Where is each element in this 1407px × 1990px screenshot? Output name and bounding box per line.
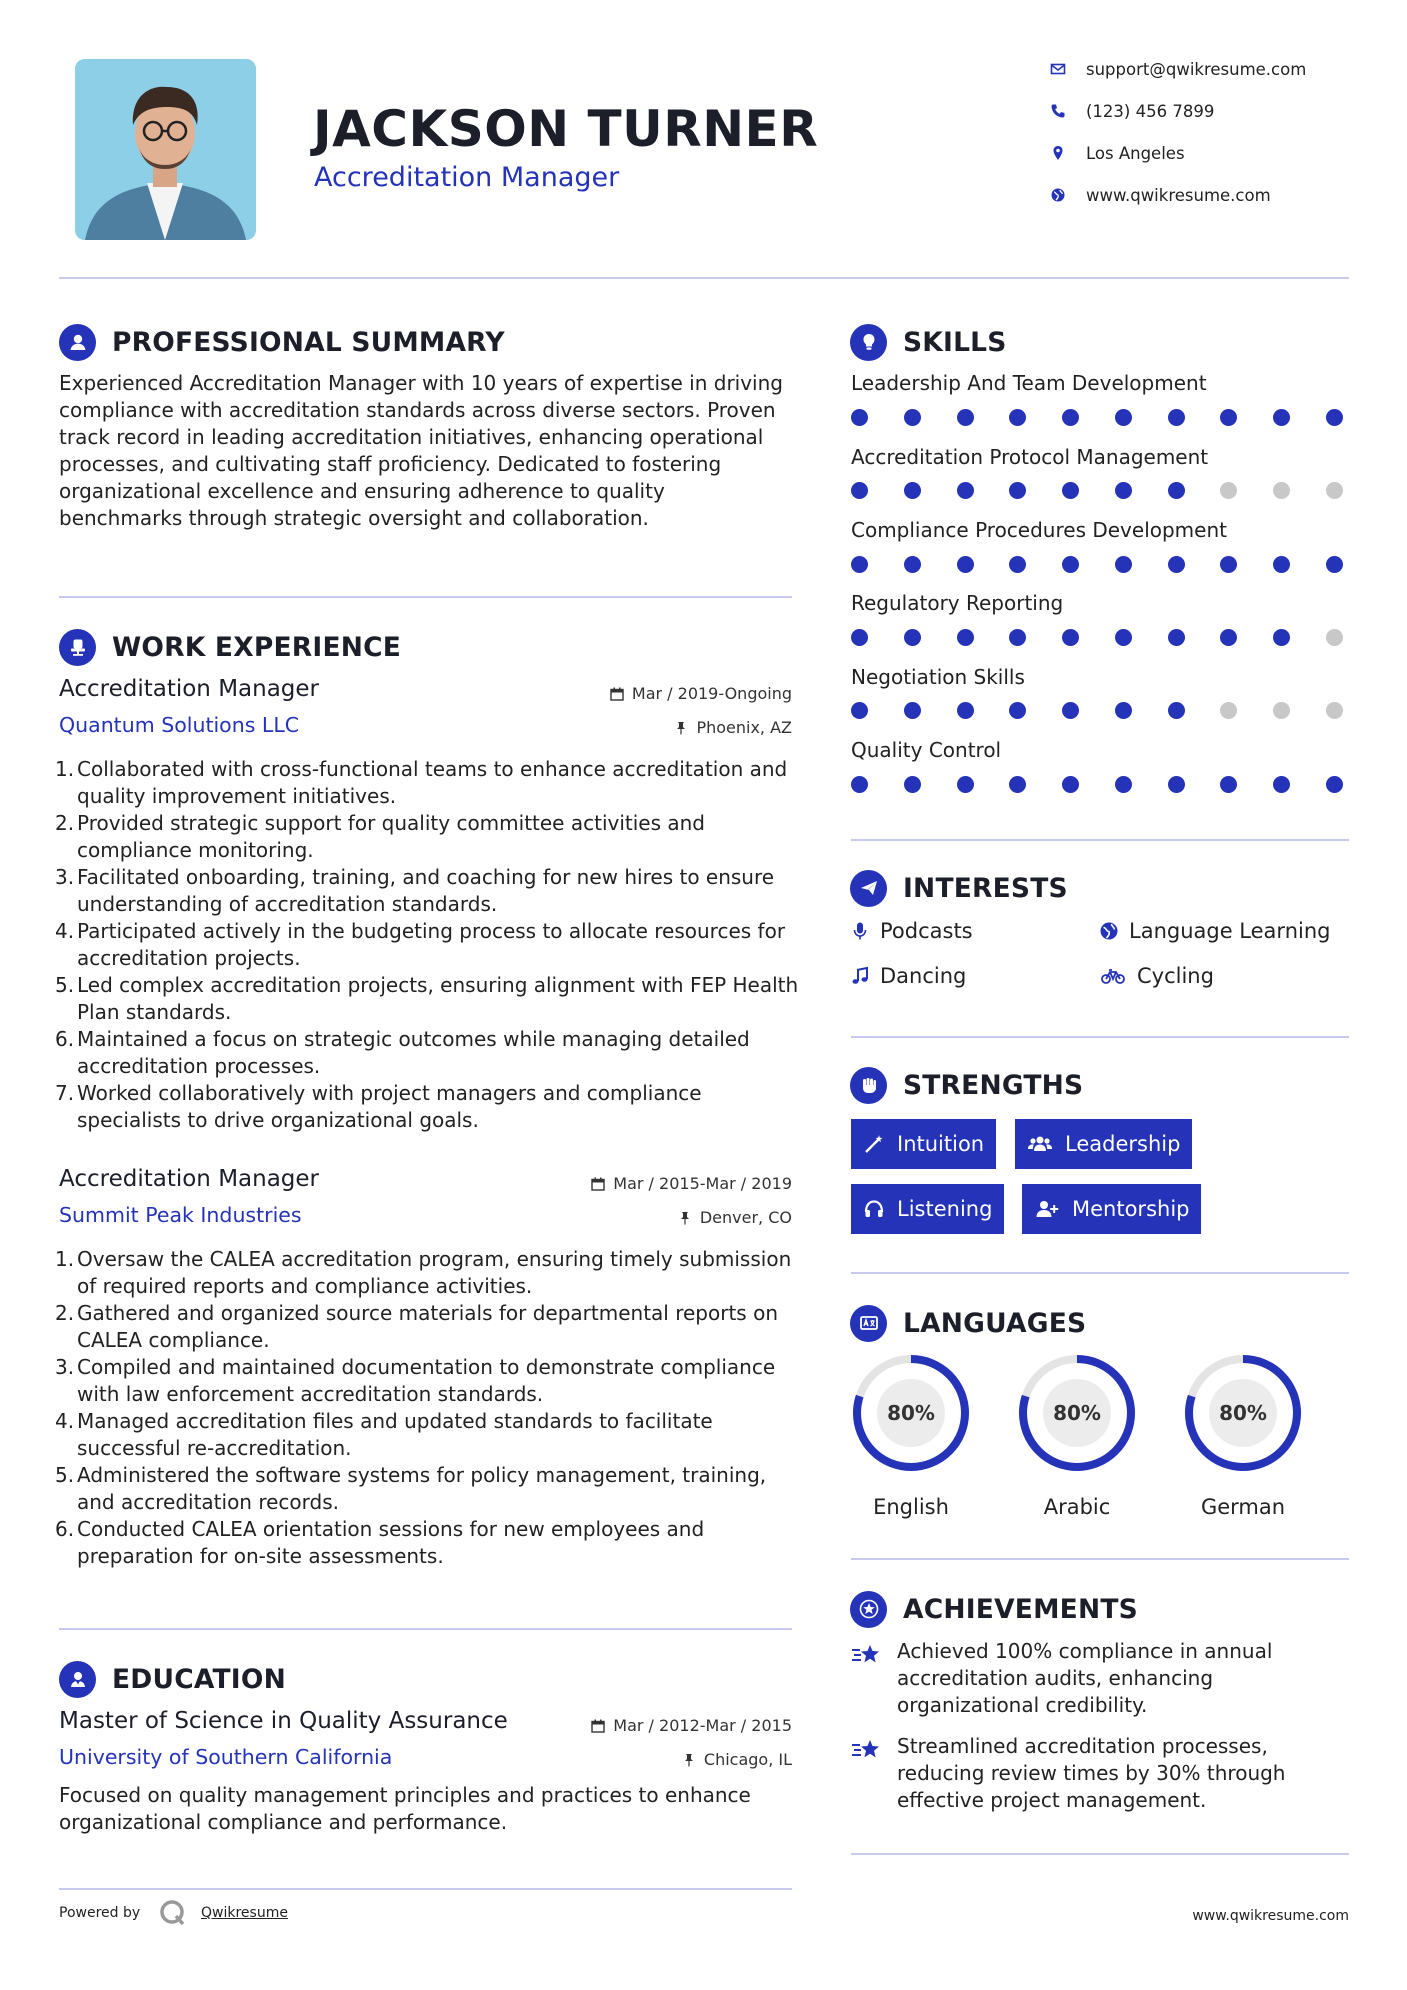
rating-dot-filled [851, 482, 868, 499]
calendar-icon [610, 687, 624, 701]
headphones-icon [863, 1198, 885, 1220]
bicycle-icon [1099, 966, 1127, 986]
user-plus-icon [1034, 1198, 1060, 1220]
strengths-heading [850, 1065, 1083, 1105]
map-pin-icon [1050, 145, 1066, 161]
rating-dot-filled [1009, 702, 1026, 719]
contact-location-text: Los Angeles [1086, 143, 1185, 163]
experience-divider [59, 1628, 792, 1630]
fist-icon [850, 1067, 887, 1104]
microphone-icon [850, 921, 870, 941]
footer-divider-right [851, 1853, 1349, 1855]
rating-dot-filled [1168, 409, 1185, 426]
skill-6-name: Quality Control [851, 738, 1002, 762]
rating-dot-filled [904, 702, 921, 719]
skills-title: SKILLS [903, 326, 1007, 358]
rating-dot-filled [904, 629, 921, 646]
rating-dot-filled [1168, 556, 1185, 573]
job-1-date-text: Mar / 2019-Ongoing [631, 684, 792, 703]
interest-language-learning [1099, 916, 1330, 946]
rating-dot-filled [1062, 482, 1079, 499]
list-item: 2. Gathered and organized source materials for departmental reports on CALEA compliance. [55, 1301, 778, 1352]
language-name: German [1200, 1495, 1286, 1519]
job-2-location-text: Denver, CO [699, 1208, 792, 1227]
rating-dot-filled [1115, 776, 1132, 793]
magic-wand-icon [863, 1133, 885, 1155]
rating-dot-filled [957, 482, 974, 499]
rating-dot-filled [851, 556, 868, 573]
rating-dot-filled [851, 702, 868, 719]
contact-website[interactable] [1050, 181, 1350, 209]
rating-dot-filled [1326, 409, 1343, 426]
achievements-heading [850, 1589, 1138, 1629]
rating-dot-filled [1009, 482, 1026, 499]
interest-dancing [850, 961, 966, 991]
rating-dot-filled [904, 409, 921, 426]
rating-dot-filled [1009, 409, 1026, 426]
rating-dot-filled [1168, 776, 1185, 793]
list-item: 1. Oversaw the CALEA accreditation program, ensuring timely submission of required reports and compliance activities. [55, 1247, 792, 1298]
summary-title: PROFESSIONAL SUMMARY [112, 326, 505, 358]
profile-photo [75, 59, 256, 240]
pushpin-icon [678, 1211, 692, 1225]
footer-divider-left [59, 1888, 792, 1890]
summary-text: Experienced Accreditation Manager with 10 years of expertise in driving compliance with accreditation standards across diverse sectors. Proven track record in leading accreditation initiatives, enhancing operational processes, and cultivating staff proficiency. Dedicated to fostering organizational excellence and ensuring adherence to quality benchmarks through strategic oversight and collaboration. [59, 371, 783, 530]
rating-dot-filled [1220, 629, 1237, 646]
rating-dot-filled [1115, 702, 1132, 719]
languages-heading [850, 1303, 1086, 1343]
proficiency-ring [1015, 1351, 1139, 1475]
achievement-text: Streamlined accreditation processes, reducing review times by 30% through effective project management. [897, 1734, 1286, 1812]
language-german [1181, 1351, 1305, 1519]
languages-title: LANGUAGES [903, 1307, 1087, 1339]
calendar-icon [591, 1719, 605, 1733]
job-2-date [492, 1174, 792, 1193]
rating-dot-filled [1220, 776, 1237, 793]
list-item: 3. Facilitated onboarding, training, and coaching for new hires to ensure understanding of accreditation standards. [55, 865, 775, 916]
pushpin-icon [674, 721, 688, 735]
calendar-icon [591, 1177, 605, 1191]
strength-label: Leadership [1065, 1132, 1181, 1156]
skill-1-name: Leadership And Team Development [851, 371, 1207, 395]
rating-dot-filled [1220, 409, 1237, 426]
language-arabic [1015, 1351, 1139, 1519]
list-item: 3. Compiled and maintained documentation to demonstrate compliance with law enforcement accreditation standards. [55, 1355, 776, 1406]
education-degree: Master of Science in Quality Assurance [59, 1708, 508, 1734]
interest-label: Podcasts [880, 919, 973, 943]
rating-dot-filled [1168, 702, 1185, 719]
education-description: Focused on quality management principles and practices to enhance organizational compliance and performance. [59, 1783, 751, 1834]
rating-dot-filled [1062, 409, 1079, 426]
globe-icon [1050, 187, 1066, 203]
job-1-date [492, 684, 792, 703]
job-2-location [492, 1208, 792, 1227]
rating-dot-filled [1062, 702, 1079, 719]
rating-dot-filled [1062, 776, 1079, 793]
achievements-title: ACHIEVEMENTS [903, 1593, 1138, 1625]
education-date [492, 1716, 792, 1735]
rating-dot-filled [1115, 409, 1132, 426]
list-item: 5. Administered the software systems for policy management, training, and accreditation records. [55, 1463, 767, 1514]
skill-2-rating [851, 482, 1343, 499]
list-item: 4. Managed accreditation files and updated standards to facilitate successful re-accreditation. [55, 1409, 713, 1460]
language-icon [850, 1305, 887, 1342]
rating-dot-filled [957, 702, 974, 719]
language-name: English [873, 1495, 949, 1519]
rating-dot-filled [957, 776, 974, 793]
rating-dot-filled [1273, 556, 1290, 573]
rating-dot-filled [1273, 776, 1290, 793]
lightbulb-icon [850, 324, 887, 361]
skills-heading [850, 322, 1007, 362]
graduate-icon [59, 1661, 96, 1698]
interest-label: Language Learning [1129, 919, 1331, 943]
job-1-location-text: Phoenix, AZ [696, 718, 792, 737]
education-heading [59, 1659, 286, 1699]
achievement-text: Achieved 100% compliance in annual accreditation audits, enhancing organizational credibility. [897, 1639, 1273, 1717]
interest-podcasts [850, 916, 973, 946]
education-location [492, 1750, 792, 1769]
language-english [849, 1351, 973, 1519]
interests-title: INTERESTS [903, 872, 1068, 904]
rating-dot-filled [1168, 629, 1185, 646]
rating-dot-empty [1326, 702, 1343, 719]
rating-dot-filled [1062, 556, 1079, 573]
skill-3-name: Compliance Procedures Development [851, 518, 1227, 542]
proficiency-ring [849, 1351, 973, 1475]
list-item: 2. Provided strategic support for quality committee activities and compliance monitoring. [55, 811, 705, 862]
contact-location [1050, 139, 1350, 167]
list-item: 6. Maintained a focus on strategic outcomes while managing detailed accreditation processes. [55, 1027, 750, 1078]
job-1-company: Quantum Solutions LLC [59, 713, 300, 737]
proficiency-ring [1181, 1351, 1305, 1475]
paper-plane-icon [850, 870, 887, 907]
interest-label: Cycling [1137, 964, 1214, 988]
user-circle-icon [59, 324, 96, 361]
strength-listening [851, 1184, 1004, 1234]
briefcase-chair-icon [59, 629, 96, 666]
rating-dot-filled [957, 409, 974, 426]
experience-heading [59, 627, 401, 667]
footer-website[interactable]: www.qwikresume.com [1192, 1908, 1349, 1924]
candidate-role: Accreditation Manager [314, 162, 620, 193]
job-2-bullets [55, 1246, 799, 1570]
music-note-icon [850, 966, 870, 986]
powered-by-text: Powered by [59, 1905, 141, 1921]
rating-dot-filled [1168, 482, 1185, 499]
users-icon [1027, 1133, 1053, 1155]
education-date-text: Mar / 2012-Mar / 2015 [613, 1716, 792, 1735]
proficiency-label: 80% [1219, 1401, 1267, 1425]
skills-divider [851, 839, 1349, 841]
contact-phone[interactable] [1050, 97, 1350, 125]
shooting-star-icon [851, 1735, 883, 1765]
rating-dot-filled [851, 409, 868, 426]
education-school: University of Southern California [59, 1745, 393, 1769]
interest-label: Dancing [880, 964, 967, 988]
list-item: 1. Collaborated with cross-functional teams to enhance accreditation and quality improvement initiatives. [55, 757, 788, 808]
job-2-date-text: Mar / 2015-Mar / 2019 [613, 1174, 792, 1193]
rating-dot-filled [1273, 409, 1290, 426]
summary-heading [59, 322, 505, 362]
star-badge-icon [850, 1591, 887, 1628]
strength-label: Intuition [897, 1132, 985, 1156]
languages-divider [851, 1558, 1349, 1560]
rating-dot-filled [957, 556, 974, 573]
pushpin-icon [682, 1753, 696, 1767]
rating-dot-filled [851, 629, 868, 646]
experience-title: WORK EXPERIENCE [112, 631, 402, 663]
header-divider [59, 277, 1349, 279]
list-item: 4. Participated actively in the budgeting process to allocate resources for accreditation projects. [55, 919, 786, 970]
job-1-bullets [55, 756, 799, 1134]
rating-dot-filled [957, 629, 974, 646]
rating-dot-filled [904, 482, 921, 499]
proficiency-label: 80% [887, 1401, 935, 1425]
shooting-star-icon [851, 1640, 883, 1670]
phone-icon [1050, 103, 1066, 119]
education-title: EDUCATION [112, 1663, 286, 1695]
candidate-name: JACKSON TURNER [313, 100, 819, 158]
contact-email-text: support@qwikresume.com [1086, 59, 1307, 79]
rating-dot-filled [1009, 629, 1026, 646]
globe-icon [1099, 921, 1119, 941]
skill-1-rating [851, 409, 1343, 426]
job-2-title: Accreditation Manager [59, 1166, 320, 1192]
interests-divider [851, 1036, 1349, 1038]
rating-dot-filled [1009, 776, 1026, 793]
list-item: 7. Worked collaboratively with project managers and compliance specialists to drive organizational goals. [55, 1081, 702, 1132]
rating-dot-empty [1220, 702, 1237, 719]
list-item: 5. Led complex accreditation projects, ensuring alignment with FEP Health Plan standards. [55, 973, 799, 1024]
achievement-1 [851, 1638, 1351, 1719]
envelope-icon [1050, 61, 1066, 77]
skill-5-rating [851, 702, 1343, 719]
achievement-2 [851, 1733, 1351, 1814]
rating-dot-filled [1273, 629, 1290, 646]
interests-heading [850, 868, 1068, 908]
rating-dot-filled [1220, 556, 1237, 573]
rating-dot-filled [1062, 629, 1079, 646]
strength-label: Mentorship [1072, 1197, 1190, 1221]
qwikresume-logo [158, 1898, 188, 1928]
rating-dot-filled [1009, 556, 1026, 573]
contact-email[interactable] [1050, 55, 1350, 83]
strength-mentorship [1022, 1184, 1201, 1234]
summary-divider [59, 596, 792, 598]
rating-dot-filled [1115, 556, 1132, 573]
proficiency-label: 80% [1053, 1401, 1101, 1425]
rating-dot-filled [904, 556, 921, 573]
skill-3-rating [851, 556, 1343, 573]
education-location-text: Chicago, IL [703, 1750, 792, 1769]
rating-dot-filled [1326, 556, 1343, 573]
strength-label: Listening [897, 1197, 993, 1221]
rating-dot-empty [1326, 629, 1343, 646]
skill-2-name: Accreditation Protocol Management [851, 445, 1209, 469]
contact-phone-text: (123) 456 7899 [1086, 101, 1215, 121]
rating-dot-filled [1326, 776, 1343, 793]
strengths-divider [851, 1272, 1349, 1274]
job-1-location [492, 718, 792, 737]
skill-5-name: Negotiation Skills [851, 665, 1025, 689]
strengths-title: STRENGTHS [903, 1069, 1084, 1101]
skill-4-name: Regulatory Reporting [851, 591, 1064, 615]
rating-dot-filled [904, 776, 921, 793]
rating-dot-filled [1115, 629, 1132, 646]
rating-dot-empty [1273, 702, 1290, 719]
job-1-title: Accreditation Manager [59, 676, 320, 702]
rating-dot-empty [1326, 482, 1343, 499]
language-name: Arabic [1043, 1495, 1111, 1519]
rating-dot-filled [1115, 482, 1132, 499]
contact-website-text: www.qwikresume.com [1086, 185, 1271, 205]
interest-cycling [1099, 961, 1214, 991]
job-2-company: Summit Peak Industries [59, 1203, 302, 1227]
qwikresume-link[interactable]: Qwikresume [201, 1905, 288, 1921]
skill-6-rating [851, 776, 1343, 793]
rating-dot-filled [851, 776, 868, 793]
strength-leadership [1015, 1119, 1192, 1169]
skill-4-rating [851, 629, 1343, 646]
rating-dot-empty [1220, 482, 1237, 499]
list-item: 6. Conducted CALEA orientation sessions for new employees and preparation for on-site assessments. [55, 1517, 705, 1568]
strength-intuition [851, 1119, 996, 1169]
rating-dot-empty [1273, 482, 1290, 499]
